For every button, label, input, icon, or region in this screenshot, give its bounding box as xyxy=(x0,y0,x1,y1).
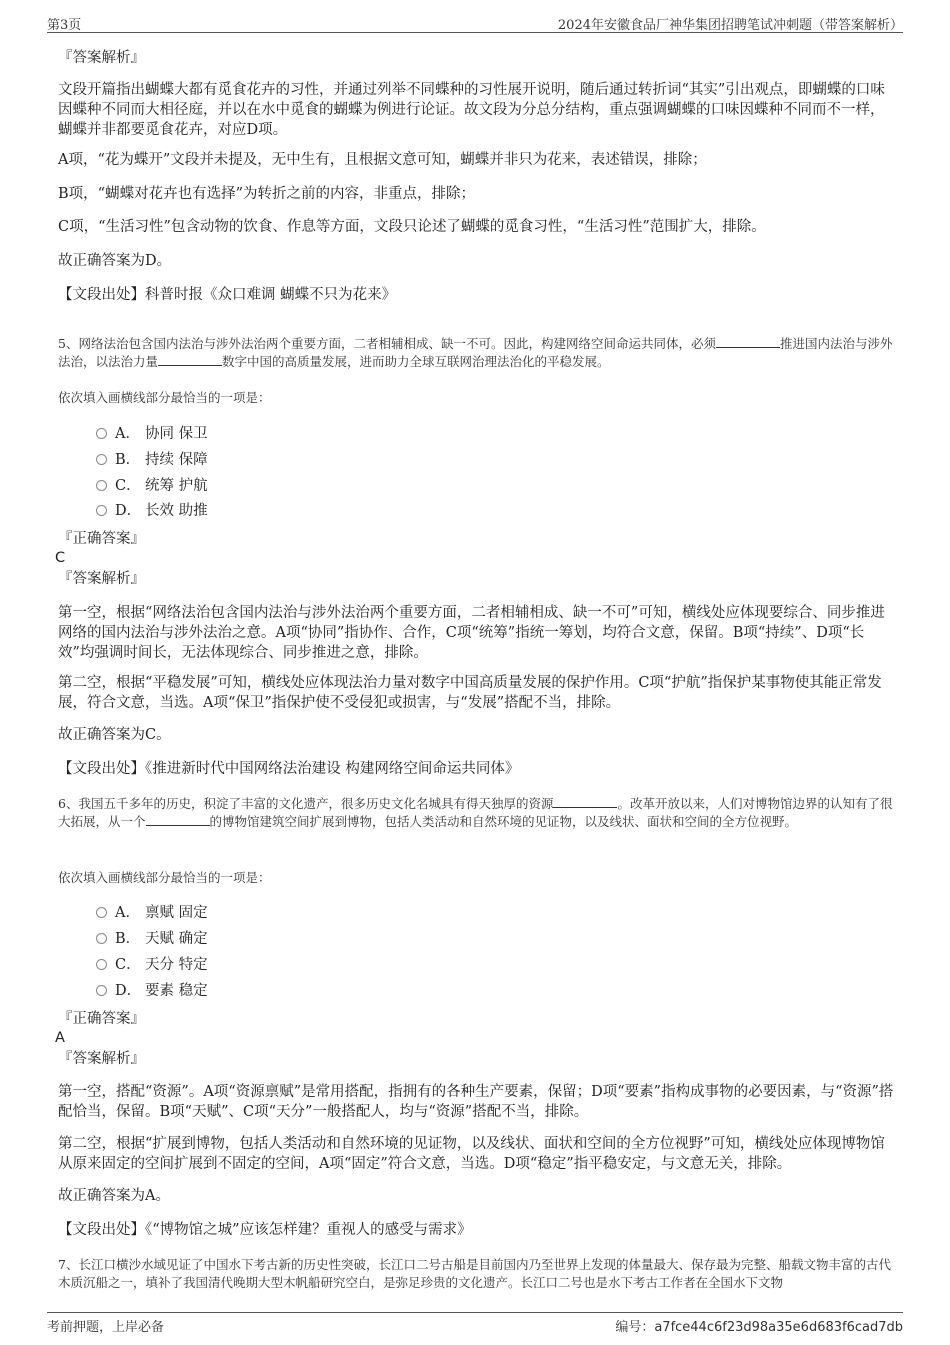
option-text: 协同 保卫 xyxy=(145,426,208,442)
q6-option-a[interactable] xyxy=(96,903,208,923)
radio-icon[interactable] xyxy=(96,907,107,918)
option-letter: A． xyxy=(115,905,140,921)
q5-analysis-paragraph-1: 第一空，根据“网络法治包含国内法治与涉外法治两个重要方面，二者相辅相成、缺一不可”可知，横线处应体现要综合、同步推进网络的国内法治与涉外法治之意。A项“协同”指协作、合作，C项“统筹”指统一筹划，均符合文意，保留。B项“持续”、D项“长效”均强调时间长，无法体现综合、同步推进之意，排除。 xyxy=(58,605,885,661)
q5-blank-2 xyxy=(158,353,222,366)
option-text: 长效 助推 xyxy=(145,503,208,519)
q6-option-c[interactable] xyxy=(96,955,208,975)
q6-analysis-paragraph-2: 第二空，根据“扩展到博物，包括人类活动和自然环境的见证物，以及线状、面状和空间的全方位视野”可知，横线处应体现博物馆从原来固定的空间扩展到不固定的空间，A项“固定”符合文意，当选。D项“稳定”指平稳安定，与文意无关，排除。 xyxy=(58,1136,885,1172)
q5-stem xyxy=(58,335,894,371)
option-text: 天赋 确定 xyxy=(145,931,208,947)
q5-option-a[interactable] xyxy=(96,424,208,444)
q5-stem-part2: 推进国内法治与涉外法治，以法治力量 xyxy=(58,336,893,369)
option-text: 统筹 护航 xyxy=(145,478,208,494)
q4-analysis-paragraph: 文段开篇指出蝴蝶大都有觅食花卉的习性，并通过列举不同蝶种的习性展开说明，随后通过转折词“其实”引出观点，即蝴蝶的口味因蝶种不同而大相径庭，并以在水中觅食的蝴蝶为例进行论证。故文段为分总分结构，重点强调蝴蝶的口味因蝶种不同而不一样，蝴蝶并非都要觅食花卉，对应D项。 xyxy=(58,82,885,138)
q5-instruction: 依次填入画横线部分最恰当的一项是： xyxy=(58,390,271,405)
q5-analysis-paragraph-2: 第二空，根据“平稳发展”可知，横线处应体现法治力量对数字中国高质量发展的保护作用。C项“护航”指保护某事物使其能正常发展，符合文意，当选。A项“保卫”指保护使不受侵犯或损害，与“发展”搭配不当，排除。 xyxy=(58,675,882,711)
q4-conclusion: 故正确答案为D。 xyxy=(58,253,172,269)
radio-icon[interactable] xyxy=(96,959,107,970)
option-letter: B． xyxy=(115,452,141,468)
q6-blank-2 xyxy=(146,813,210,826)
option-text: 天分 特定 xyxy=(145,957,208,973)
option-letter: A． xyxy=(115,426,140,442)
option-text: 禀赋 固定 xyxy=(145,905,208,921)
q5-analysis-heading: 『答案解析』 xyxy=(58,571,145,587)
radio-icon[interactable] xyxy=(96,480,107,491)
footer-slogan: 考前押题，上岸必备 xyxy=(47,1320,165,1335)
radio-icon[interactable] xyxy=(96,428,107,439)
q6-option-b[interactable] xyxy=(96,929,208,949)
q6-stem xyxy=(58,795,894,831)
q6-instruction: 依次填入画横线部分最恰当的一项是： xyxy=(58,870,271,885)
option-text: 持续 保障 xyxy=(145,452,208,468)
q5-option-c[interactable] xyxy=(96,476,208,496)
q5-conclusion: 故正确答案为C。 xyxy=(58,727,171,743)
option-letter: C． xyxy=(115,478,141,494)
option-letter: C． xyxy=(115,957,141,973)
document-code xyxy=(615,1316,903,1335)
q5-correct-answer: C xyxy=(55,550,66,566)
page-footer xyxy=(47,1312,903,1335)
radio-icon[interactable] xyxy=(96,454,107,465)
q5-stem-part3: 数字中国的高质量发展，进而助力全球互联网治理法治化的平稳发展。 xyxy=(222,354,610,369)
option-letter: D． xyxy=(115,983,142,999)
q4-analysis-option-c: C项，“生活习性”包含动物的饮食、作息等方面，文段只论述了蝴蝶的觅食习性，“生活习性”范围扩大，排除。 xyxy=(58,219,766,235)
q5-option-b[interactable] xyxy=(96,450,208,470)
page-header xyxy=(47,14,903,33)
q6-source: 【文段出处】《“博物馆之城”应该怎样建？重视人的感受与需求》 xyxy=(58,1222,472,1238)
document-title: 2024年安徽食品厂神华集团招聘笔试冲刺题（带答案解析） xyxy=(557,18,903,33)
q6-stem-part3: 的博物馆建筑空间扩展到博物，包括人类活动和自然环境的见证物，以及线状、面状和空间的全方位视野。 xyxy=(209,814,798,829)
q6-analysis-heading: 『答案解析』 xyxy=(58,1051,145,1067)
q6-correct-answer: A xyxy=(55,1030,65,1046)
radio-icon[interactable] xyxy=(96,505,107,516)
option-letter: B． xyxy=(115,931,141,947)
radio-icon[interactable] xyxy=(96,985,107,996)
document-code-value: a7fce44c6f23d98a35e6d683f6cad7db xyxy=(654,1320,903,1335)
q6-stem-part1: 6、我国五千多年的历史，积淀了丰富的文化遗产，很多历史文化名城具有得天独厚的资源 xyxy=(58,796,554,811)
q5-option-d[interactable] xyxy=(96,501,208,521)
q5-correct-heading: 『正确答案』 xyxy=(58,531,145,547)
q4-analysis-option-b: B项，“蝴蝶对花卉也有选择”为转折之前的内容，非重点，排除； xyxy=(58,186,475,202)
q6-correct-heading: 『正确答案』 xyxy=(58,1011,145,1027)
q5-blank-1 xyxy=(716,335,780,348)
q4-analysis-option-a: A项，“花为蝶开”文段并未提及，无中生有，且根据文意可知，蝴蝶并非只为花来，表述错误，排除； xyxy=(58,152,707,168)
q6-stem-part2: 。改革开放以来，人们对博物馆边界的认知有了很大拓展，从一个 xyxy=(58,796,893,829)
q6-conclusion: 故正确答案为A。 xyxy=(58,1188,170,1204)
radio-icon[interactable] xyxy=(96,933,107,944)
page-number: 第3页 xyxy=(47,18,82,33)
q4-analysis-heading: 『答案解析』 xyxy=(58,50,145,66)
q6-blank-1 xyxy=(553,795,617,808)
q5-stem-part1: 5、网络法治包含国内法治与涉外法治两个重要方面，二者相辅相成、缺一不可。因此，构建网络空间命运共同体，必须 xyxy=(58,336,716,351)
q4-source: 【文段出处】科普时报《众口难调 蝴蝶不只为花来》 xyxy=(58,287,397,303)
q5-source: 【文段出处】《推进新时代中国网络法治建设 构建网络空间命运共同体》 xyxy=(58,761,520,777)
q6-analysis-paragraph-1: 第一空，搭配“资源”。A项“资源禀赋”是常用搭配，指拥有的各种生产要素，保留；D项“要素”指构成事物的必要因素，与“资源”搭配恰当，保留。B项“天赋”、C项“天分”一般搭配人，均与“资源”搭配不当，排除。 xyxy=(58,1084,894,1120)
option-text: 要素 稳定 xyxy=(145,983,208,999)
option-letter: D． xyxy=(115,503,142,519)
q7-stem: 7、长江口横沙水域见证了中国水下考古新的历史性突破，长江口二号古船是目前国内乃至世界上发现的体量最大、保存最为完整、船载文物丰富的古代木质沉船之一，填补了我国清代晚期大型木帆船研究空白，是弥足珍贵的文化遗产。长江口二号也是水下考古工作者在全国水下文物 xyxy=(58,1257,891,1290)
q6-option-d[interactable] xyxy=(96,981,208,1001)
document-code-label: 编号： xyxy=(615,1320,655,1335)
